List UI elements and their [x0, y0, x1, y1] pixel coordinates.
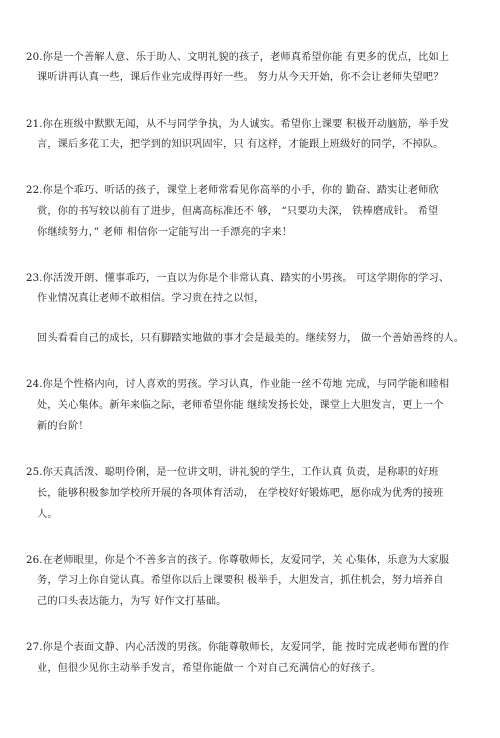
paragraph-line: 赏，你的书写较以前有了进步，但离高标准还不 够， “只要功夫深， 铁棒磨成针。 希望	[37, 206, 439, 217]
paragraph-line: 业，但很少见你主动举手发言，希望你能做一 个对自己充满信心的好孩子。	[37, 663, 382, 674]
paragraph-line: 20.你是一个善解人意、乐于助人、文明礼貌的孩子，老师真希望你能 有更多的优点，比如上	[26, 52, 450, 63]
paragraph-line: 23.你活泼开朗、懂事乖巧，一直以为你是个非常认真、踏实的小男孩。 可这学期你的学习、	[26, 273, 450, 284]
paragraph-line: 新的台阶！	[37, 421, 89, 432]
paragraph-line: 人。	[37, 509, 58, 520]
paragraph-line: 己的口头表达能力，为写 好作文打基础。	[37, 596, 227, 607]
paragraph-line: 22.你是个乖巧、听话的孩子，课堂上老师常看见你高举的小手，你的 勤奋、踏实让老师欣	[26, 185, 439, 196]
paragraph-line: 25.你天真活泼、聪明伶俐，是一位讲文明，讲礼貌的学生，工作认真 负责，是称职的好班	[26, 467, 439, 478]
paragraph-line: 长，能够积极参加学校所开展的各项体育活动， 在学校好好锻炼吧，愿你成为优秀的接班	[37, 488, 444, 499]
paragraph-line: 作业情况真让老师不敢相信。学习贵在持之以恒，	[37, 293, 265, 304]
paragraph-line: 处，关心集体。新年来临之际，老师希望你能 继续发扬长处，课堂上大胆发言，更上一个	[37, 400, 444, 411]
paragraph-line: 言，课后多花工夫，把学到的知识巩固牢，只 有这样，才能跟上班级好的同学，不掉队。	[37, 139, 444, 150]
paragraph-line: 24.你是个性格内向，讨人喜欢的男孩。学习认真，作业能一丝不苟地 完成，与同学能和睦相	[26, 379, 450, 390]
paragraph-line: 你继续努力，” 老师 相信你一定能写出一手漂亮的字来！	[37, 227, 293, 238]
paragraph-line: 21.你在班级中默默无闻，从不与同学争执，为人诚实。希望你上课要 积极开动脑筋，举手发	[26, 119, 450, 130]
paragraph-line: 26.在老师眼里，你是个不善多言的孩子。你尊敬师长，友爱同学，关 心集体，乐意为大家服	[26, 555, 450, 566]
paragraph-line: 27.你是个表面文静、内心活泼的男孩。你能尊敬师长，友爱同学，能 按时完成老师布置的作	[26, 642, 450, 653]
paragraph-line: 课听讲再认真一些，课后作业完成得再好一些。 努力从今天开始，你不会让老师失望吧？	[37, 72, 444, 83]
paragraph-line: 回头看看自己的成长，只有脚踏实地做的事才会是最美的。继续努力， 做一个善始善终的人。	[37, 333, 465, 344]
paragraph-line: 务，学习上你自觉认真。希望你以后上课要积 极举手，大胆发言，抓住机会，努力培养自	[37, 575, 444, 586]
